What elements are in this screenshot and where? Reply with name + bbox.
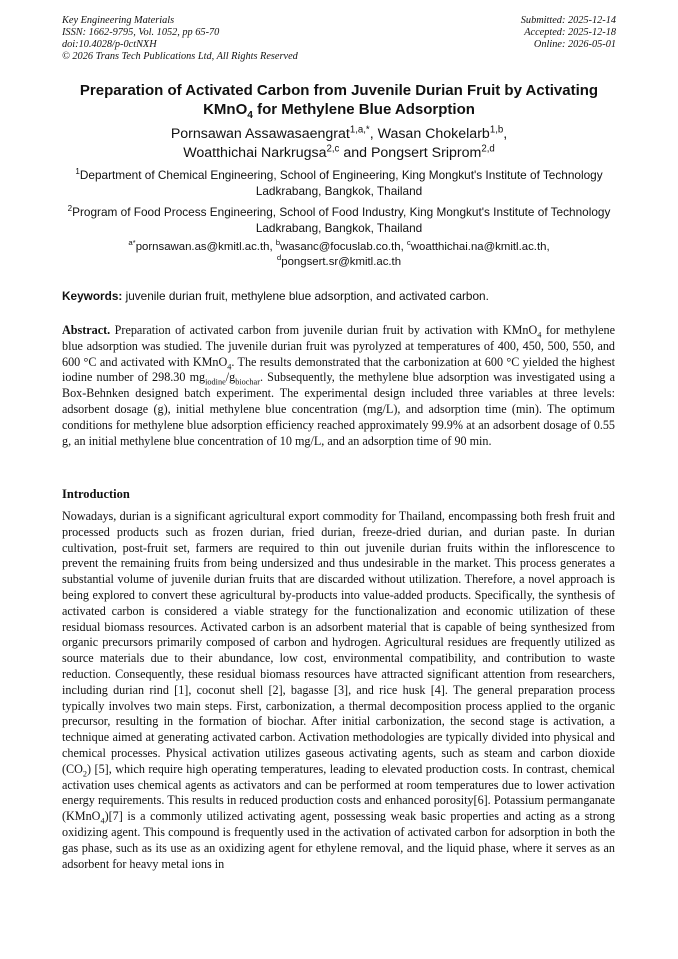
email-link[interactable]: woatthichai.na@kmitl.ac.th, bbox=[410, 241, 550, 253]
keywords-text: juvenile durian fruit, methylene blue adsorption, and activated carbon. bbox=[122, 289, 489, 303]
online-date: Online: 2026-05-01 bbox=[533, 39, 616, 50]
section-heading-introduction: Introduction bbox=[62, 487, 130, 501]
author-emails: $^{a*}$pornsawan.as@kmitl.ac.th, $^b$wasanc@focuslab.co.th, $^c$woatthichai.na@kmitl.ac.th, $^d$pongsert.sr@kmitl.ac.th bbox=[128, 238, 550, 268]
author-name: Pornsawan Assawasaengrat bbox=[170, 126, 350, 142]
title-line-2: KMnO$_4$ for Methylene Blue Adsorption bbox=[203, 101, 475, 121]
email-link[interactable]: wasanc@focuslab.co.th, bbox=[280, 241, 407, 253]
journal-header bbox=[62, 15, 298, 63]
title-line-1: Preparation of Activated Carbon from Juvenile Durian Fruit by Activating bbox=[79, 82, 599, 99]
author-name: Wasan Chokelarb bbox=[377, 126, 490, 142]
journal-copyright: © 2026 Trans Tech Publications Ltd, All Rights Reserved bbox=[62, 51, 298, 62]
abstract-label: Abstract. bbox=[62, 323, 111, 337]
journal-name: Key Engineering Materials bbox=[62, 15, 175, 26]
affiliation-1: $^1$Department of Chemical Engineering, School of Engineering, King Mongkut's Institute of Technology Ladkrabang, Bangkok, Thailand bbox=[75, 167, 603, 198]
email-link[interactable]: pornsawan.as@kmitl.ac.th, bbox=[135, 241, 276, 253]
paper-title bbox=[40, 81, 638, 119]
keywords bbox=[62, 289, 622, 304]
email-link[interactable]: pongsert.sr@kmitl.ac.th bbox=[281, 255, 402, 268]
author-name: Pongsert Sriprom bbox=[370, 145, 482, 161]
author-affil-mark: 1,b bbox=[489, 124, 504, 136]
author-affil-mark: 1,a,* bbox=[349, 124, 370, 136]
journal-doi: doi:10.4028/p-0ctNXH bbox=[62, 39, 157, 50]
author-name: Woatthichai Narkrugsa bbox=[183, 145, 327, 161]
affiliation-2: $^2$Program of Food Process Engineering, School of Food Industry, King Mongkut's Institute of Technology Ladkrabang, Bangkok, Thailand bbox=[67, 204, 611, 235]
author-affil-mark: 2,c bbox=[326, 143, 340, 155]
author-list: Pornsawan Assawasaengrat$^{1,a,*}$, Wasan Chokelarb$^{1,b}$, Woatthichai Narkrugsa$^{2,c}$ and Pongsert Sriprom$^{2,d}$ bbox=[170, 124, 508, 161]
author-affil-mark: 2,d bbox=[481, 143, 495, 155]
submitted-date: Submitted: 2025-12-14 bbox=[520, 15, 616, 26]
abstract: Abstract. Preparation of activated carbon from juvenile durian fruit by activation with KMnO$_4$ for methylene blue adsorption was studied. The juvenile durian fruit was pyrolyzed at temperatures of 400, 450, 500, 550, and 600 °C and activated with KMnO$_4$. The results demonstrated that the carbonization at 600 °C yielded the highest iodine number of 298.30 $mg_{iodine}/g_{biochar}$. Subsequently, the methylene blue adsorption was investigated using a Box-Behnken designed batch experiment. The experimental design included three variables at three levels: adsorbent dosage (g), initial methylene blue concentration (mg/L), and adsorption time (min). The optimum conditions for methylene blue adsorption efficiency reached approximately 99.9% at an adsorbent dosage of 0.55 g, an initial methylene blue concentration of 10 mg/L, and an adsorption time of 90 min. bbox=[62, 323, 615, 448]
accepted-date: Accepted: 2025-12-18 bbox=[524, 27, 616, 38]
keywords-label: Keywords: bbox=[62, 289, 123, 303]
introduction-text: Nowadays, durian is a significant agricultural export commodity for Thailand, encompassing both fresh fruit and processed products such as frozen durian, fried durian, freeze-dried durian, and durian paste. In durian cultivation, post-fruit set, farmers are required to thin out juvenile durian fruits within the inflorescence to prevent the remaining fruits from being undersized and thus undesirable in the market. This process generates a substantial volume of juvenile durian fruits that are discarded without utilization. Therefore, a novel approach is being explored to convert these agricultural by-products into value-added products. Specifically, the synthesis of activated carbon is considered a viable strategy for the functionalization and economic utilization of these residual biomass resources. Activated carbon is an adsorbent material that is capable of being synthesized from organic precursors primarily composed of carbon and hydrogen. Agricultural residues are frequently utilized as source materials due to their abundance, low cost, environmental compatibility, and contribution to waste reduction. Consequently, these residual biomass resources have attracted significant attention from researchers, including durian rind [1], coconut shell [2], bagasse [3], and rice husk [4]. The general preparation process typically involves two main steps. First, carbonization, a thermal decomposition process applied to the organic precursor, resulting in the formation of biochar. After initial carbonization, the second stage is activation, a technique aimed at generating activated carbon. Activation methodologies are typically divided into physical and chemical processes. Physical activation utilizes gaseous activating agents, such as steam and carbon dioxide $(CO_2)$ [5], which require high operating temperatures, leading to elevated production costs. In contrast, chemical activation uses chemical agents as activators and can be performed at room temperatures due to lower activation energy requirements. This results in reduced production costs and enhanced porosity[6]. Potassium permanganate (KMnO$_4$)[7] is a commonly utilized activating agent, possessing weak basic properties and acting as a strong oxidizing agent. This compound is frequently used in the activation of activated carbon for adsorption in both the gas phase, such as its use as an oxidizing agent for ethylene removal, and the liquid phase, where it serves as an adsorbent for heavy metal ions in bbox=[62, 509, 615, 871]
journal-issn: ISSN: 1662-9795, Vol. 1052, pp 65-70 bbox=[62, 27, 220, 38]
dates-header bbox=[521, 15, 616, 51]
